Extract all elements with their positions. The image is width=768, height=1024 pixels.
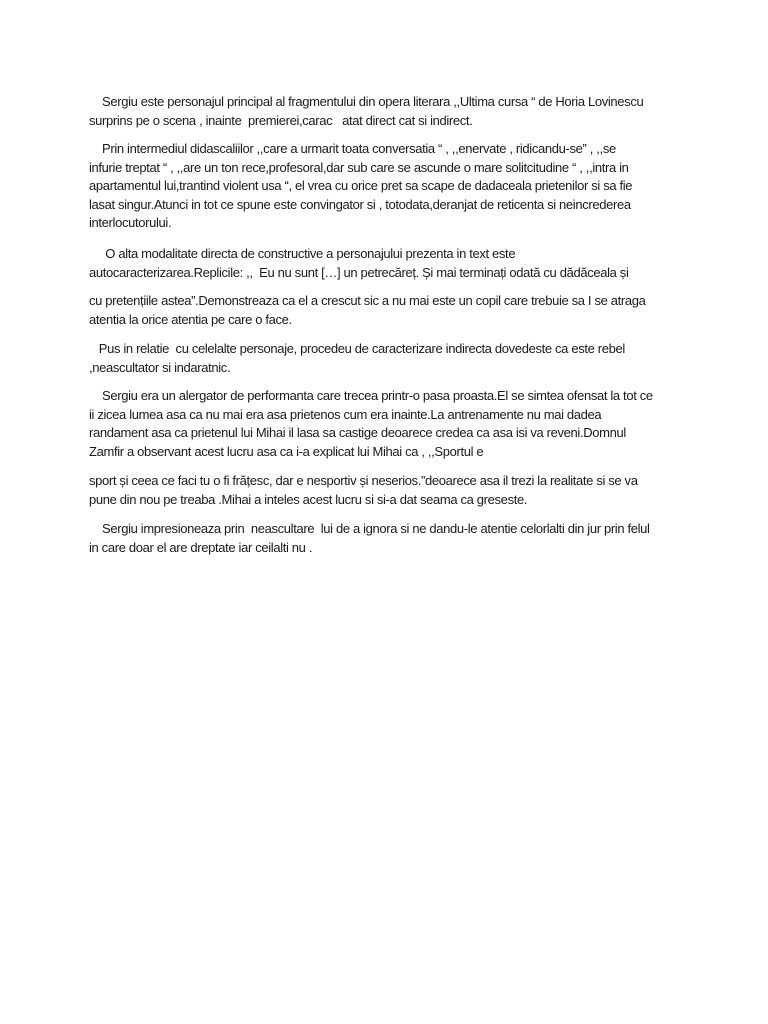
text-line: ,neascultator si indaratnic. [89, 359, 231, 375]
text-line: lasat singur.Atunci in tot ce spune este convingator si , totodata,deranjat de reticenta si neincrederea [89, 196, 631, 212]
text-line: interlocutorului. [89, 215, 172, 230]
text-line: cu pretențiile astea”.Demonstreaza ca el a crescut sic a nu mai este un copil care trebuie sa I se atraga [89, 293, 646, 308]
text-line: Sergiu era un alergator de performanta care trecea printr-o pasa proasta.El se simtea ofensat la tot ce [89, 388, 653, 403]
text-line: Pus in relatie cu celelalte personaje, procedeu de caracterizare indirecta dovedeste ca este rebel [89, 341, 625, 356]
paragraph-autocaracterizare [89, 245, 691, 282]
text-line: atentia la orice atentia pe care o face. [89, 311, 292, 327]
text-line: Zamfir a observant acest lucru asa ca i-a explicat lui Mihai ca , ,,Sportul e [89, 443, 484, 459]
text-line: randament asa ca prietenul lui Mihai il lasa sa castige deoarece credea ca asa isi va reveni.Domnul [89, 425, 626, 440]
text-line: O alta modalitate directa de constructive a personajului prezenta in text este [89, 246, 516, 261]
text-line: Sergiu impresioneaza prin neascultare lui de a ignora si ne dandu-le atentie celorlalti din jur prin felul [89, 521, 650, 536]
paragraph-concluzie [89, 520, 691, 557]
text-line: pune din nou pe treaba .Mihai a inteles acest lucru si si-a dat seama ca greseste. [89, 491, 528, 507]
paragraph-intro [89, 93, 691, 130]
text-line: Sergiu este personajul principal al fragmentului din opera literara ,,Ultima cursa “ de Horia Lovinescu [89, 94, 644, 109]
text-line: autocaracterizarea.Replicile: ,, Eu nu sunt […] un petrecăreț. Și mai terminați odată cu dădăceala și [89, 264, 629, 280]
text-line: in care doar el are dreptate iar ceilalti nu . [89, 539, 313, 555]
text-line: ii zicea lumea asa ca nu mai era asa prietenos cum era inainte.La antrenamente nu mai dadea [89, 406, 602, 422]
text-line: Prin intermediul didascaliilor ,,care a urmarit toata conversatia “ , ,,enervate , ridicandu-se” , ,,se [89, 141, 616, 156]
paragraph-pretentii [89, 292, 691, 329]
text-line: surprins pe o scena , inainte premierei,carac atat direct cat si indirect. [89, 112, 473, 128]
paragraph-relatie [89, 340, 691, 377]
paragraph-alergator [89, 387, 691, 461]
text-line: sport și ceea ce faci tu o fi frățesc, dar e nesportiv și neserios.”deoarece asa il trezi la realitate si se va [89, 473, 638, 488]
text-line: infurie treptat “ , ,,are un ton rece,profesoral,dar sub care se ascunde o mare solitcitudine “ , ,,intra in [89, 159, 629, 175]
paragraph-didascalii [89, 140, 691, 233]
paragraph-sportul [89, 472, 691, 509]
text-line: apartamentul lui,trantind violent usa “, el vrea cu orice pret sa scape de dadaceala prietenilor si sa fie [89, 178, 633, 193]
